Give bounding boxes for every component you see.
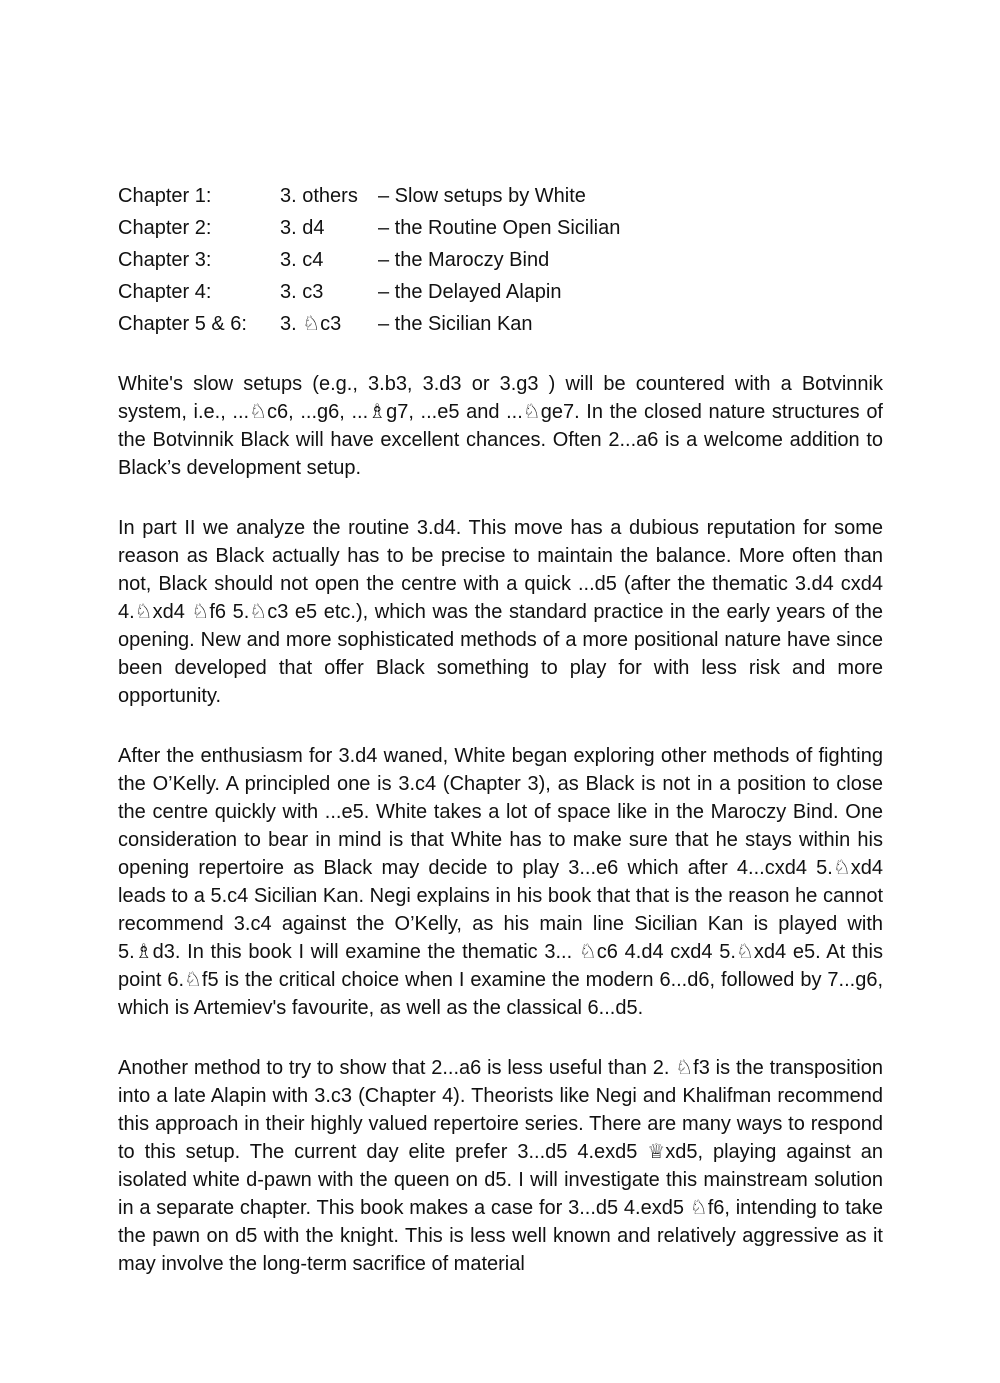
chapter-overview	[118, 180, 883, 340]
chapter-move: 3. c3	[280, 281, 324, 303]
chapter-label: Chapter 5 & 6:	[118, 313, 247, 335]
chapter-move: 3. ♘c3	[280, 313, 342, 335]
chapter-label: Chapter 4:	[118, 281, 212, 303]
chapter-row	[118, 276, 883, 308]
body-paragraph: White's slow setups (e.g., 3.b3, 3.d3 or 3.g3 ) will be countered with a Botvinnik system, i.e., ...♘c6, ...g6, ...♗g7, ...e5 and ...♘ge7. In the closed nature structures of the Botvinnik Black will have excellent chances. Often 2...a6 is a welcome addition to Black’s development setup.	[118, 373, 883, 479]
chapter-label: Chapter 1:	[118, 185, 212, 207]
body-paragraph: Another method to try to show that 2...a6 is less useful than 2. ♘f3 is the transposition into a late Alapin with 3.c3 (Chapter 4). Theorists like Negi and Khalifman recommend this approach in their highly valued repertoire series. There are many ways to respond to this setup. The current day elite prefer 3...d5 4.exd5 ♕xd5, playing against an isolated white d-pawn with the queen on d5. I will investigate this mainstream solution in a separate chapter. This book makes a case for 3...d5 4.exd5 ♘f6, intending to take the pawn on d5 with the knight. This is less well known and relatively aggressive as it may involve the long-term sacrifice of material	[118, 1057, 883, 1275]
body-paragraph: After the enthusiasm for 3.d4 waned, White began exploring other methods of fighting the O’Kelly. A principled one is 3.c4 (Chapter 3), as Black is not in a position to close the centre quickly with ...e5. White takes a lot of space like in the Maroczy Bind. One consideration to bear in mind is that White has to make sure that he stays within his opening repertoire as Black may decide to play 3...e6 which after 4...cxd4 5.♘xd4 leads to a 5.c4 Sicilian Kan. Negi explains in his book that that is the reason he cannot recommend 3.c4 against the O’Kelly, as his main line Sicilian Kan is played with 5.♗d3. In this book I will examine the thematic 3... ♘c6 4.d4 cxd4 5.♘xd4 e5. At this point 6.♘f5 is the critical choice when I examine the modern 6...d6, followed by 7...g6, which is Artemiev's favourite, as well as the classical 6...d5.	[118, 745, 883, 1019]
chapter-move: 3. others	[280, 185, 358, 207]
chapter-description: – the Routine Open Sicilian	[378, 217, 621, 239]
chapter-label: Chapter 3:	[118, 249, 212, 271]
chapter-description: – Slow setups by White	[378, 185, 586, 207]
chapter-move: 3. c4	[280, 249, 324, 271]
chapter-description: – the Delayed Alapin	[378, 281, 562, 303]
chapter-move: 3. d4	[280, 217, 325, 239]
body-paragraph: In part II we analyze the routine 3.d4. This move has a dubious reputation for some reason as Black actually has to be precise to maintain the balance. More often than not, Black should not open the centre with a quick ...d5 (after the thematic 3.d4 cxd4 4.♘xd4 ♘f6 5.♘c3 e5 etc.), which was the standard practice in the early years of the opening. New and more sophisticated methods of a more positional nature have since been developed that offer Black something to play for with less risk and more opportunity.	[118, 517, 883, 707]
chapter-row	[118, 212, 883, 244]
chapter-row	[118, 308, 883, 340]
chapter-row	[118, 244, 883, 276]
chapter-description: – the Maroczy Bind	[378, 249, 550, 271]
chapter-label: Chapter 2:	[118, 217, 212, 239]
page-content	[118, 180, 883, 1298]
chapter-description: – the Sicilian Kan	[378, 313, 533, 335]
chapter-row	[118, 180, 883, 212]
